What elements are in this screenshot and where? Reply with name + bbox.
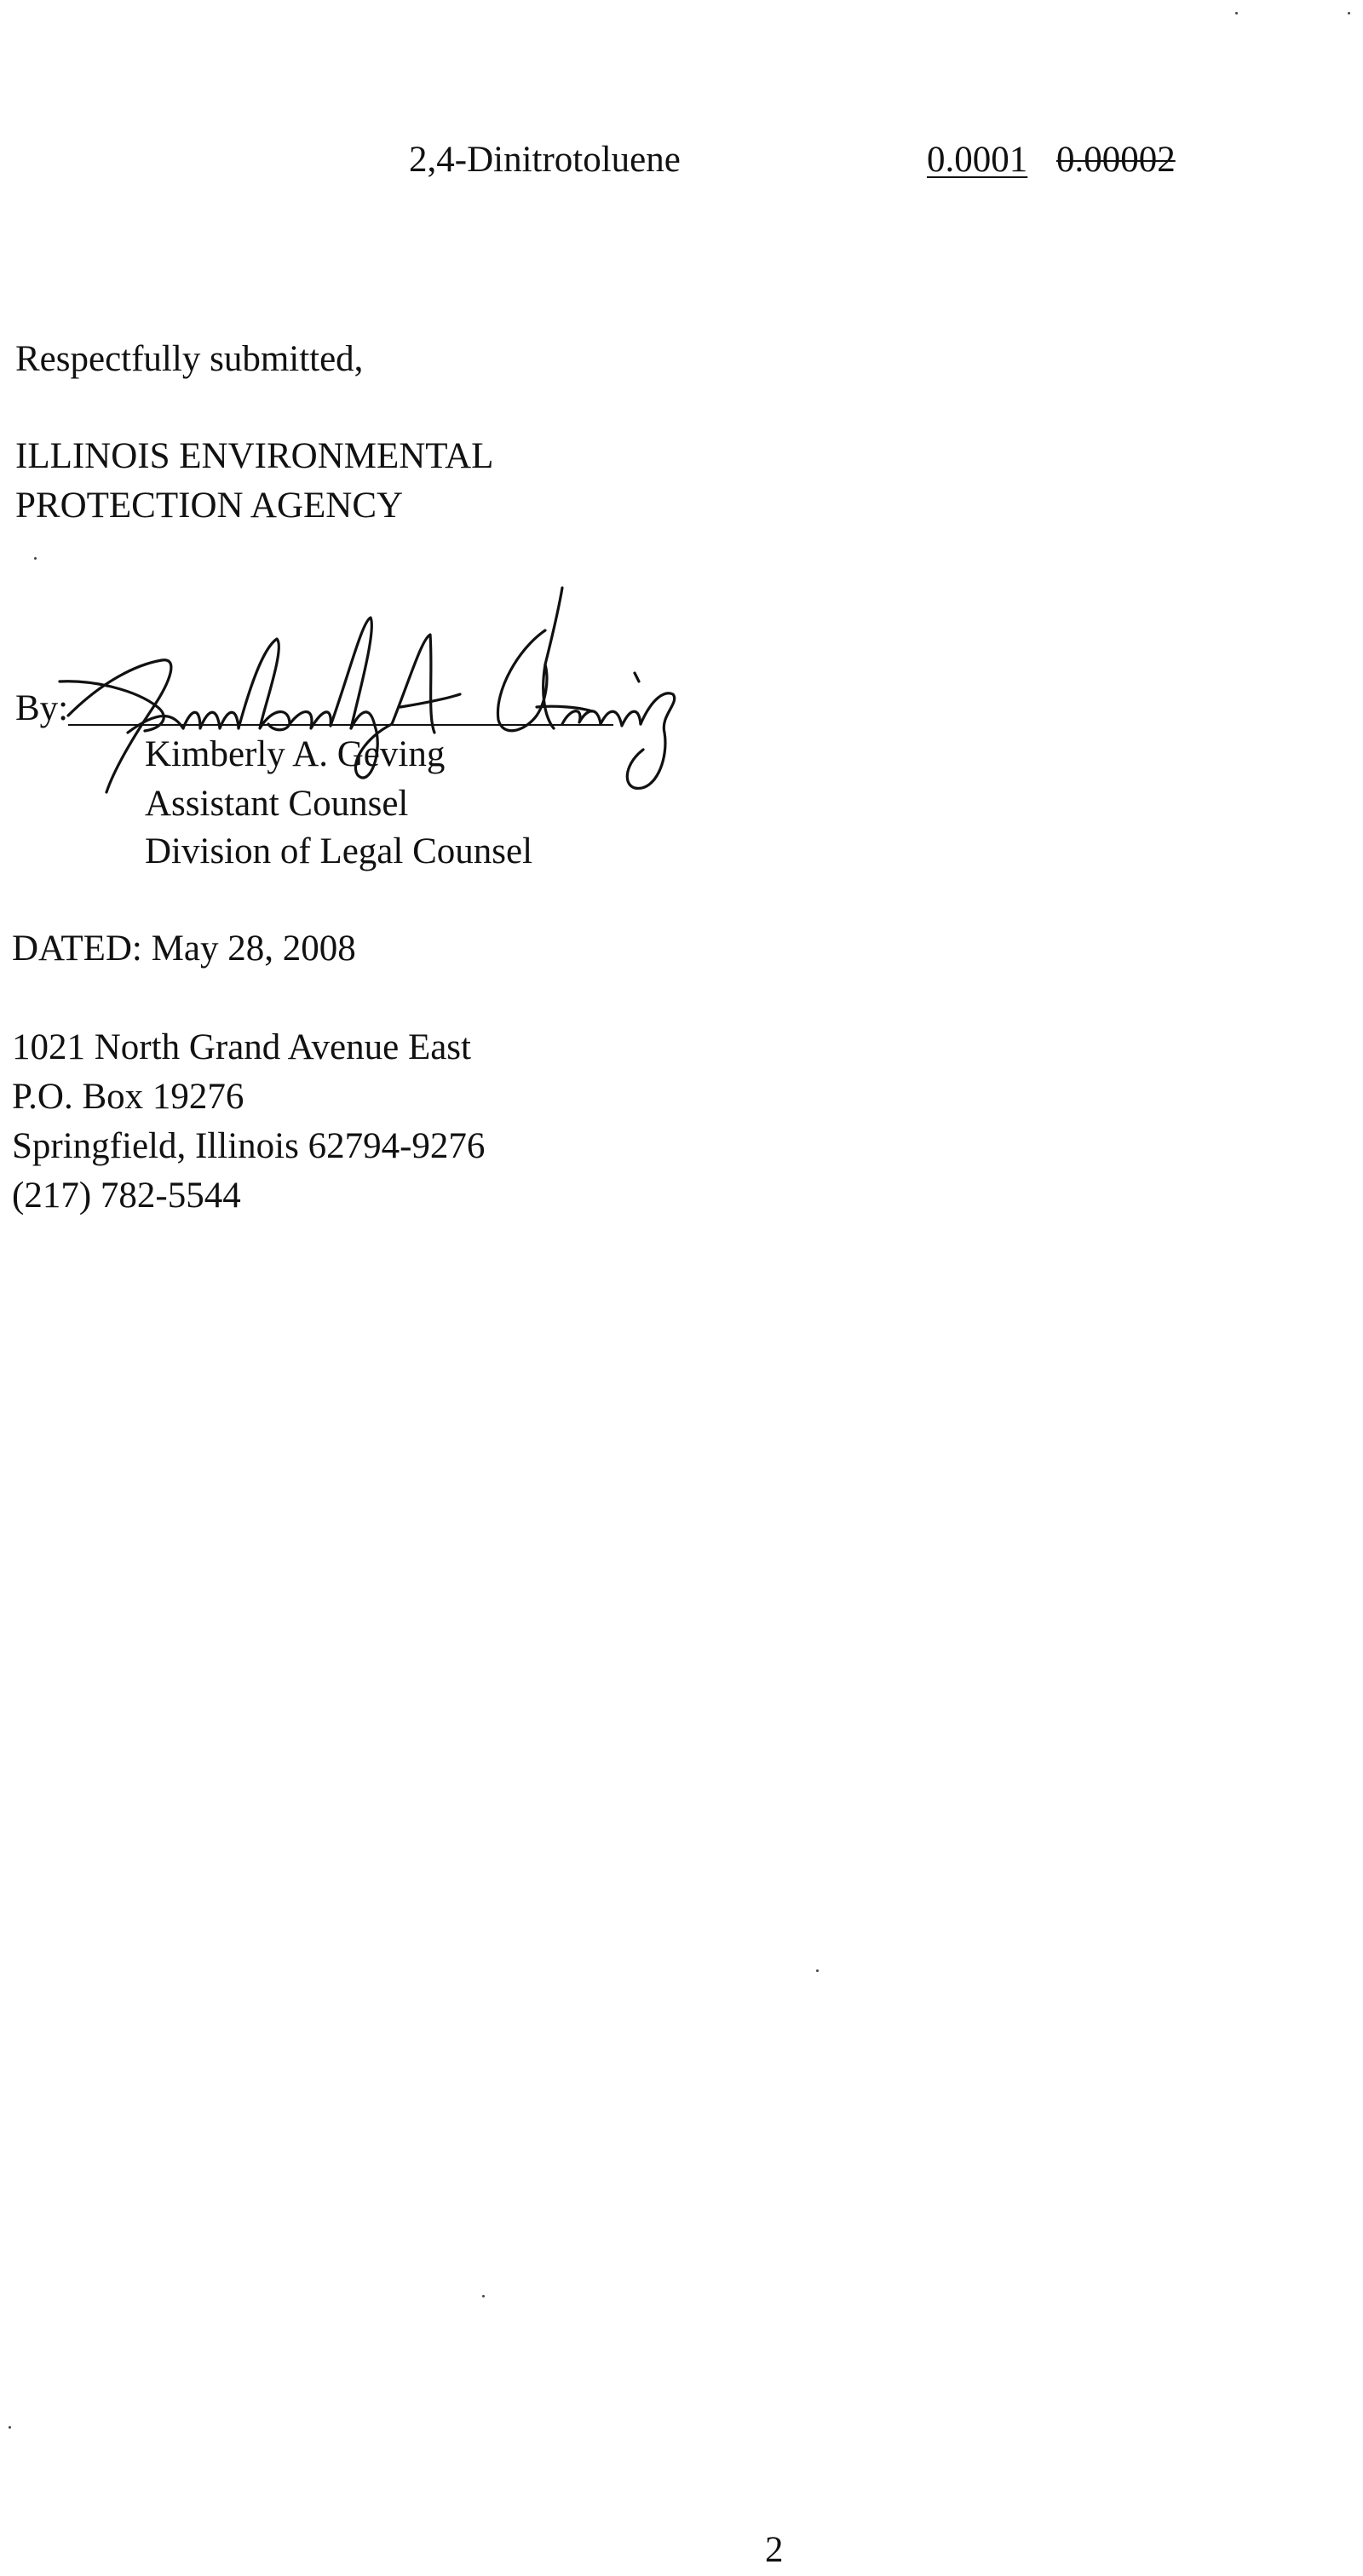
dated-line: DATED: May 28, 2008 [12,929,356,969]
agency-name-line-1: ILLINOIS ENVIRONMENTAL [15,436,494,476]
scan-speck [816,1969,819,1972]
scan-speck [9,2426,11,2429]
page-number: 2 [765,2530,784,2570]
signer-title: Assistant Counsel [145,784,409,824]
old-value-struck: 0.00002 [1056,140,1176,180]
address-street: 1021 North Grand Avenue East [12,1027,471,1067]
scan-speck [1235,12,1238,14]
new-value-underlined: 0.0001 [927,140,1028,180]
chemical-name: 2,4-Dinitrotoluene [409,140,681,180]
agency-name-line-2: PROTECTION AGENCY [15,486,404,526]
signer-division: Division of Legal Counsel [145,831,533,871]
scan-speck [34,557,37,560]
scan-speck [482,2295,485,2297]
scan-speck [1348,12,1350,14]
address-city-state-zip: Springfield, Illinois 62794-9276 [12,1126,486,1166]
by-label: By: [15,688,69,728]
signer-name: Kimberly A. Geving [145,734,446,774]
closing-phrase: Respectfully submitted, [15,339,364,379]
address-po-box: P.O. Box 19276 [12,1077,244,1117]
address-phone: (217) 782-5544 [12,1176,241,1216]
